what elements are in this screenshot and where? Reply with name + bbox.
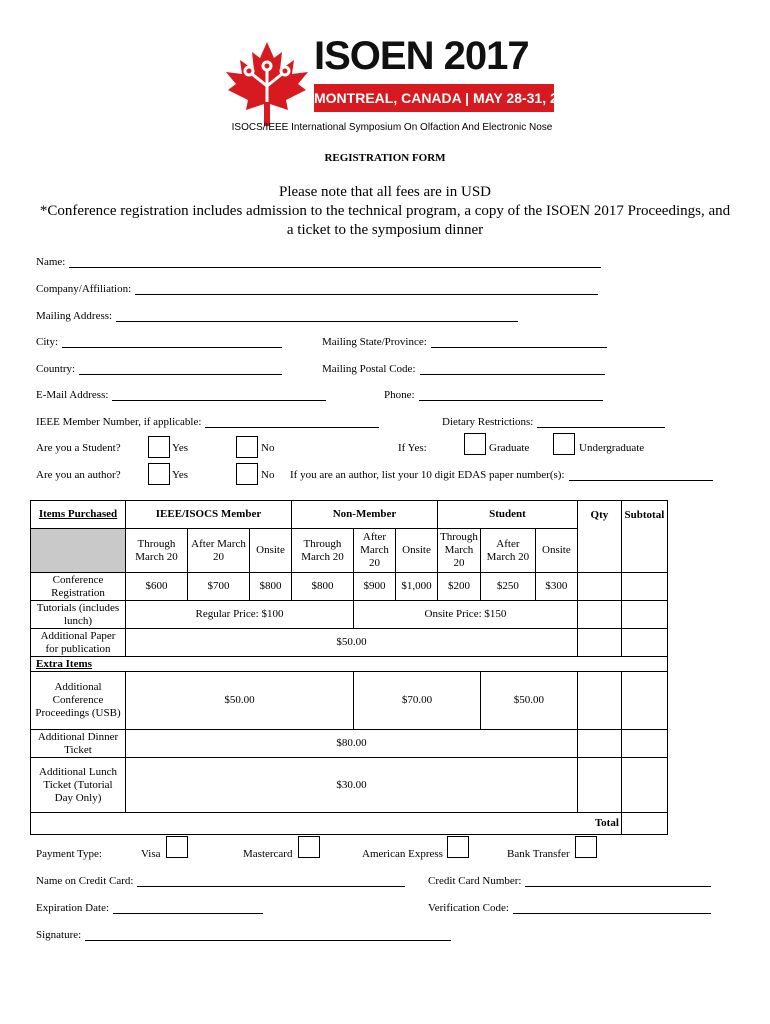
postal-label: Mailing Postal Code: (322, 363, 416, 375)
ieee-label: IEEE Member Number, if applicable: (36, 416, 202, 428)
student-yes-checkbox[interactable] (148, 436, 170, 458)
logo-title: ISOEN 2017 (314, 34, 529, 78)
graduate-label: Graduate (489, 442, 530, 454)
mailing-address-label: Mailing Address: (36, 310, 113, 322)
price-cell: $900 (354, 573, 396, 601)
extra-items-header: Extra Items (31, 657, 668, 672)
name-on-card-label: Name on Credit Card: (36, 875, 134, 887)
member-through-header: Through March 20 (126, 529, 188, 573)
edas-line[interactable] (569, 469, 713, 481)
price-cell: $700 (188, 573, 250, 601)
price-cell: $200 (438, 573, 481, 601)
logo-banner: MONTREAL, CANADA | MAY 28-31, 2017 (314, 84, 554, 112)
subtotal-cell[interactable] (621, 601, 667, 629)
paper-price: $50.00 (126, 629, 578, 657)
table-row-dinner (31, 730, 668, 758)
student-yes-label: Yes (172, 442, 189, 454)
student-question: Are you a Student? (36, 442, 121, 454)
ieee-line[interactable] (205, 416, 379, 428)
student-header: Student (438, 501, 578, 529)
dietary-line[interactable] (537, 416, 665, 428)
author-no-label: No (261, 469, 275, 481)
undergraduate-checkbox[interactable] (553, 433, 575, 455)
name-on-card-line[interactable] (137, 875, 405, 887)
ieee-member-header: IEEE/ISOCS Member (126, 501, 292, 529)
mastercard-checkbox[interactable] (298, 836, 320, 858)
dietary-field[interactable] (442, 416, 665, 428)
conf-reg-label: Conference Registration (31, 573, 126, 601)
mailing-address-field[interactable] (36, 310, 518, 322)
undergraduate-label: Undergraduate (579, 442, 645, 454)
visa-checkbox[interactable] (166, 836, 188, 858)
author-question: Are you an author? (36, 469, 121, 481)
card-number-field[interactable] (428, 875, 711, 887)
qty-cell[interactable] (577, 573, 621, 601)
price-cell: $250 (480, 573, 535, 601)
member-onsite-header: Onsite (250, 529, 292, 573)
notice-line-1: Please note that all fees are in USD (278, 184, 491, 200)
expiration-field[interactable] (36, 902, 263, 914)
subtotal-header: Subtotal (621, 501, 667, 573)
expiration-line[interactable] (113, 902, 263, 914)
state-label: Mailing State/Province: (322, 336, 427, 348)
phone-field[interactable] (384, 389, 603, 401)
state-line[interactable] (431, 336, 607, 348)
state-field[interactable] (322, 336, 607, 348)
nonmember-after-header: After March 20 (354, 529, 396, 573)
dietary-label: Dietary Restrictions: (442, 416, 534, 428)
notice-line-2: *Conference registration includes admission to the technical program, a copy of the ISOEN 2017 Proceedings, and (39, 203, 731, 219)
expiration-label: Expiration Date: (36, 902, 110, 914)
regular-price: Regular Price: $100 (126, 601, 354, 629)
price-cell: $1,000 (396, 573, 438, 601)
subtotal-cell[interactable] (621, 672, 667, 730)
gray-cell (31, 529, 126, 573)
notice (0, 183, 770, 240)
phone-line[interactable] (419, 389, 603, 401)
verification-field[interactable] (428, 902, 711, 914)
postal-line[interactable] (420, 363, 605, 375)
proceedings-nonmember-price: $70.00 (354, 672, 481, 730)
table-row-proceedings (31, 672, 668, 730)
amex-checkbox[interactable] (447, 836, 469, 858)
phone-label: Phone: (384, 389, 415, 401)
if-yes-label: If Yes: (398, 442, 427, 454)
qty-cell[interactable] (577, 629, 621, 657)
additional-paper-label: Additional Paper for publication (31, 629, 126, 657)
qty-header: Qty (577, 501, 621, 573)
qty-cell[interactable] (577, 730, 621, 758)
qty-cell[interactable] (577, 601, 621, 629)
lunch-price: $30.00 (126, 758, 578, 813)
postal-field[interactable] (322, 363, 605, 375)
table-subheader-row (31, 529, 668, 573)
subtotal-cell[interactable] (621, 629, 667, 657)
edas-label: If you are an author, list your 10 digit EDAS paper number(s): (290, 469, 565, 481)
table-row-paper (31, 629, 668, 657)
graduate-checkbox[interactable] (464, 433, 486, 455)
fees-table (30, 500, 668, 835)
isoen-logo (222, 34, 582, 135)
subtotal-cell[interactable] (621, 730, 667, 758)
items-purchased-header: Items Purchased (31, 501, 126, 529)
company-field[interactable] (36, 283, 598, 295)
subtotal-cell[interactable] (621, 573, 667, 601)
table-row-conference (31, 573, 668, 601)
lunch-label: Additional Lunch Ticket (Tutorial Day Only) (31, 758, 126, 813)
member-after-header: After March 20 (188, 529, 250, 573)
table-header-row (31, 501, 668, 529)
student-no-label: No (261, 442, 275, 454)
email-line[interactable] (112, 389, 326, 401)
verification-label: Verification Code: (428, 902, 509, 914)
author-yes-label: Yes (172, 469, 189, 481)
signature-label: Signature: (36, 929, 82, 941)
company-line[interactable] (135, 283, 598, 295)
visa-label: Visa (141, 848, 161, 860)
name-field[interactable] (36, 256, 601, 268)
bank-transfer-checkbox[interactable] (575, 836, 597, 858)
city-label: City: (36, 336, 59, 348)
name-line[interactable] (69, 256, 601, 268)
author-yes-checkbox[interactable] (148, 463, 170, 485)
student-no-checkbox[interactable] (236, 436, 258, 458)
price-cell: $300 (535, 573, 577, 601)
onsite-price: Onsite Price: $150 (354, 601, 578, 629)
tutorials-label: Tutorials (includes lunch) (31, 601, 126, 629)
city-line[interactable] (62, 336, 282, 348)
email-field[interactable] (36, 389, 326, 401)
signature-field[interactable] (36, 929, 451, 941)
author-no-checkbox[interactable] (236, 463, 258, 485)
table-row-extra-items (31, 657, 668, 672)
qty-cell[interactable] (577, 672, 621, 730)
price-cell: $800 (292, 573, 354, 601)
dinner-label: Additional Dinner Ticket (31, 730, 126, 758)
payment-type-label: Payment Type: (36, 848, 102, 860)
card-number-label: Credit Card Number: (428, 875, 522, 887)
total-label: Total (31, 813, 622, 835)
subtotal-cell[interactable] (621, 758, 667, 813)
proceedings-label: Additional Conference Proceedings (USB) (31, 672, 126, 730)
email-label: E-Mail Address: (36, 389, 109, 401)
nonmember-onsite-header: Onsite (396, 529, 438, 573)
name-on-card-field[interactable] (36, 875, 405, 887)
mastercard-label: Mastercard (243, 848, 293, 860)
price-cell: $800 (250, 573, 292, 601)
total-cell[interactable] (621, 813, 667, 835)
verification-line[interactable] (513, 902, 711, 914)
table-row-tutorials (31, 601, 668, 629)
student-onsite-header: Onsite (535, 529, 577, 573)
nonmember-through-header: Through March 20 (292, 529, 354, 573)
price-cell: $600 (126, 573, 188, 601)
card-number-line[interactable] (525, 875, 711, 887)
dinner-price: $80.00 (126, 730, 578, 758)
form-title: REGISTRATION FORM (324, 152, 446, 164)
notice-line-3: a ticket to the symposium dinner (286, 222, 484, 238)
country-line[interactable] (79, 363, 282, 375)
company-label: Company/Affiliation: (36, 283, 132, 295)
country-label: Country: (36, 363, 76, 375)
signature-line[interactable] (85, 929, 451, 941)
proceedings-member-price: $50.00 (126, 672, 354, 730)
proceedings-student-price: $50.00 (480, 672, 577, 730)
bank-transfer-label: Bank Transfer (507, 848, 570, 860)
edas-field[interactable] (290, 469, 713, 481)
non-member-header: Non-Member (292, 501, 438, 529)
amex-label: American Express (362, 848, 443, 860)
table-row-lunch (31, 758, 668, 813)
ieee-field[interactable] (36, 416, 379, 428)
mailing-address-line[interactable] (116, 310, 518, 322)
student-after-header: After March 20 (480, 529, 535, 573)
table-row-total (31, 813, 668, 835)
city-field[interactable] (36, 336, 282, 348)
maple-leaf-icon (222, 40, 312, 128)
qty-cell[interactable] (577, 758, 621, 813)
logo-subtitle: ISOCS/IEEE International Symposium On Olfaction And Electronic Nose (231, 122, 553, 133)
country-field[interactable] (36, 363, 282, 375)
student-through-header: Through March 20 (438, 529, 481, 573)
name-label: Name: (36, 256, 66, 268)
